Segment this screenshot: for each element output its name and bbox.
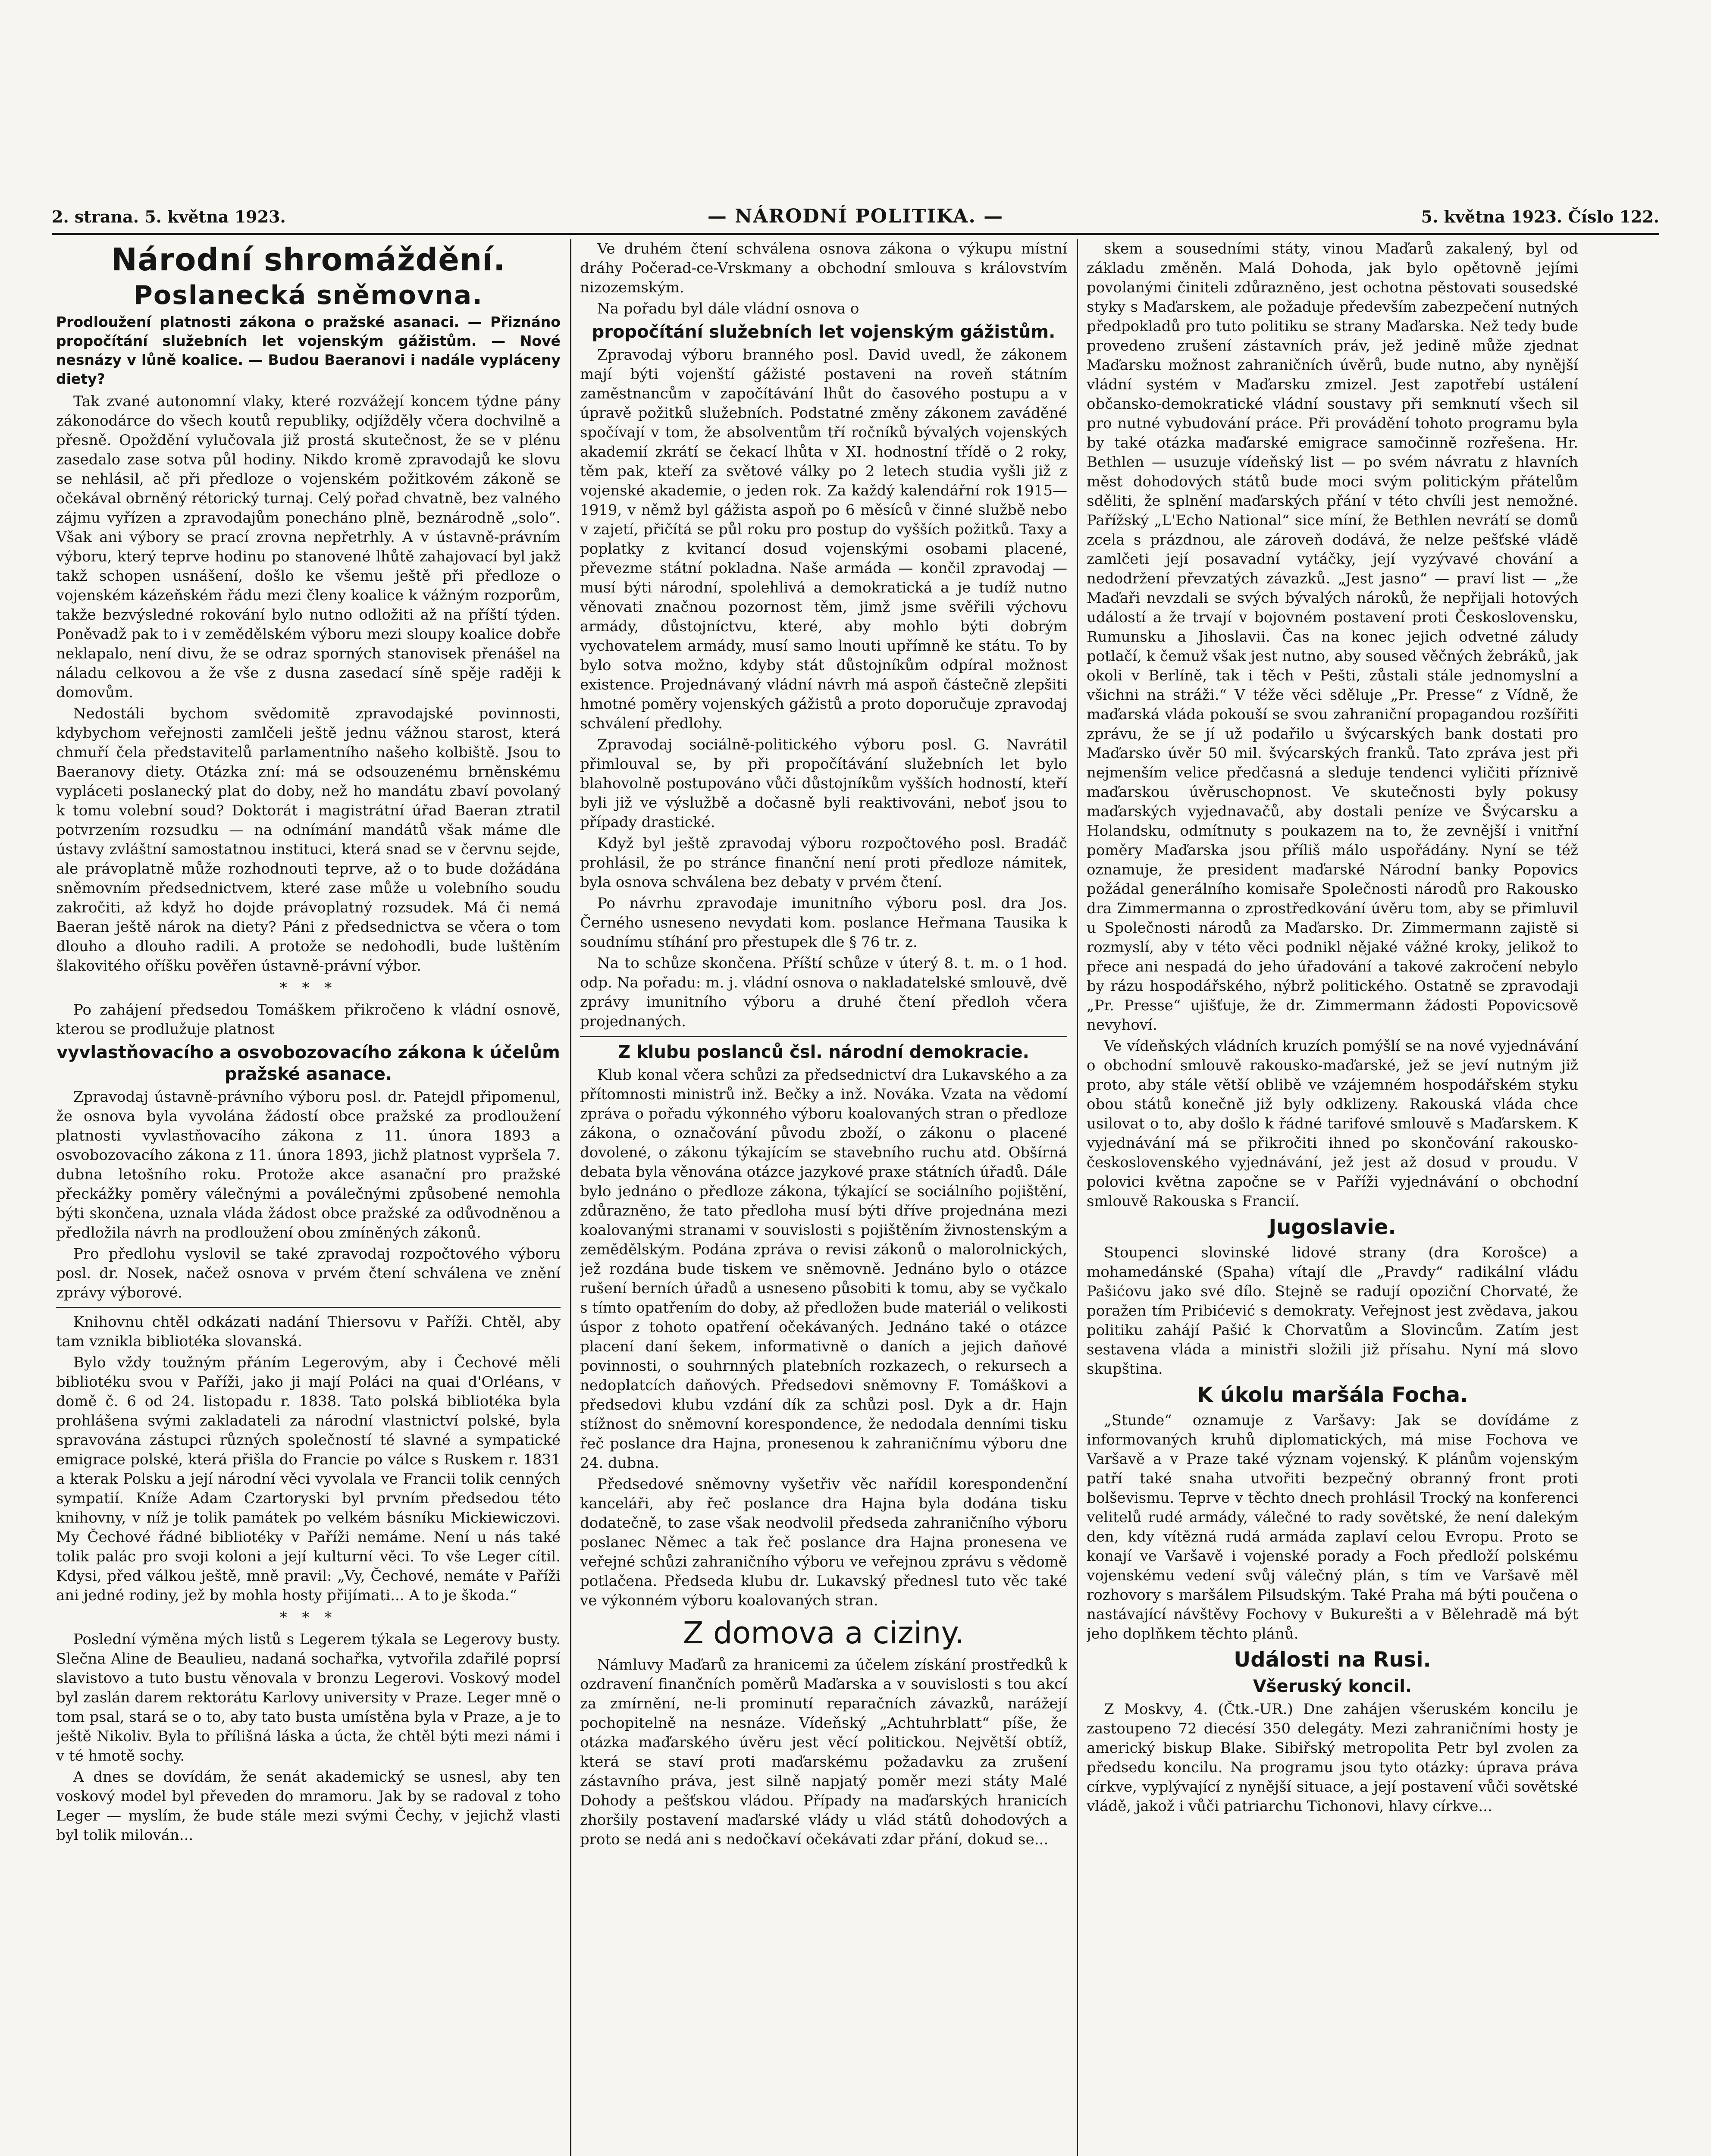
section-heading: K úkolu maršála Focha. — [1197, 1383, 1468, 1407]
section-heading: Jugoslavie. — [1269, 1215, 1396, 1239]
section-separator: * * * — [279, 979, 337, 997]
paragraph: Když byl ještě zpravodaj výboru rozpočtového posl. Bradáč prohlásil, že po stránce finanční není proti předloze námitek, byla osnova schválena bez debaty v prvém čtení. — [580, 835, 1067, 891]
article-title: Národní shromáždění. — [111, 241, 506, 278]
column-divider — [1077, 239, 1078, 2156]
newspaper-masthead: — NÁRODNÍ POLITIKA. — — [707, 205, 1004, 227]
column-divider — [570, 239, 571, 2156]
section-heading: Z klubu poslanců čsl. národní demokracie. — [618, 1042, 1029, 1062]
section-heading: Události na Rusi. — [1234, 1648, 1431, 1672]
section-heading: vyvlastňovacího a osvobozovacího zákona k účelům pražské asanace. — [56, 1043, 560, 1084]
paragraph: Zpravodaj sociálně-politického výboru posl. G. Navrátil přimlouval se, by při propočítávání služebních let bylo blahovolně postupováno vůči důstojníkům vyšších hodností, kteří byli již ve výslužbě a dočasně byli reaktivováni, neboť jsou to případy drastické. — [580, 736, 1067, 831]
paragraph: Klub konal včera schůzi za předsednictví dra Lukavského a za přítomnosti ministrů inž. Bečky a inž. Nováka. Vzata na vědomí zpráva o pořadu výkonného výboru koalovaných stran o předloze zákona, o označování původu zboží, o zákonu o placené dovolené, o zákonu týkajícím se stavebního ruchu atd. Obšírná debata byla věnována otázce jazykové praxe státních úřadů. Dále bylo jednáno o předloze zákona, týkající se sociálního pojištění, zdůrazněno, že tato předloha musí býti dříve projednána mezi koalovanými stranami v souvislosti s pojištěním živnostenským a zemědělským. Podána zpráva o revisi zákonů o malorolnických, jež rozdána bude tiskem ve sněmovně. Jednáno bylo o otázce rušení berních úřadů a usneseno působiti k tomu, aby se vyčkalo s tímto opatřením do doby, až předložen bude materiál o velikosti úspor z tohoto opatření očekávaných. Jednáno také o otázce placení daní šekem, informativně o daních a jejich daňové povinnosti, o souhrnných platebních rozkazech, o rekursech a nedoplatcích daňových. Předsedovi sněmovny F. Tomáškovi a předsedovi klubu vzdání dík za schůzi posl. Dyk a dr. Hajn stížnost do sněmovní korespondence, že nedodala denními tisku řeč poslance dra Hajna, pronesenou k zahraničnímu výboru dne 24. dubna. — [580, 1066, 1067, 1472]
paragraph: Zpravodaj ústavně-právního výboru posl. dr. Patejdl připomenul, že osnova byla vyvolána žádostí obce pražské za prodloužení platnosti vyvlastňovacího zákona z 11. února 1893 a osvobozovacího zákona z 11. února 1893, jichž platnost vypršela 7. dubna letošního roku. Protože akce asanační pro pražské přeckážky poměry válečnými a poválečnými způsobené nemohla býti skončena, uznala vláda žádost obce pražské za odůvodněnou a předložila návrh na prodloužení obou zmíněných zákonů. — [56, 1088, 561, 1241]
section-heading: propočítání služebních let vojenským gážistům. — [592, 322, 1056, 342]
paragraph: Ve vídeňských vládních kruzích pomýšlí se na nové vyjednávání o obchodní smlouvě rakousko-maďarské, jež se jeví nutným již proto, aby stále větší oblibě ve vzájemném hospodářském styku obou států konečně již byly odklizeny. Rakouská vláda chce usilovat o to, aby došlo k řádné tarifové smlouvě s Maďarskem. K vyjednávání má se přikročiti ihned po skončování rakousko-československého vyjednávání, jež jest až dosud v proudu. V polovici května započne se v Paříži vyjednávání o obchodní smlouvě Rakouska s Francií. — [1087, 1037, 1578, 1210]
paragraph: Z Moskvy, 4. (Čtk.-UR.) Dne zahájen všeruském koncilu je zastoupeno 72 diecésí 350 delegáty. Mezi zahraničními hosty je americký biskup Blake. Sibiřský metropolita Petr byl zvolen za předsedu koncilu. Na programu jsou tyto otázky: úprava práva církve, vyplývající z nynější situace, a její postavení vůči sovětské vládě, jakož i vůči patriarchu Tichonovi, hlavy církve... — [1087, 1701, 1578, 1815]
paragraph: Po zahájení předsedou Tomáškem přikročeno k vládní osnově, kterou se prodlužuje platnost — [56, 1001, 561, 1038]
column-2 — [580, 239, 1067, 2156]
paragraph: Na pořadu byl dále vládní osnova o — [597, 300, 859, 317]
divider — [56, 1307, 561, 1308]
section-separator: * * * — [279, 1609, 337, 1626]
section-subheading: Všeruský koncil. — [1253, 1677, 1412, 1696]
section-heading: Z domova a ciziny. — [683, 1615, 965, 1651]
paragraph: „Stunde“ oznamuje z Varšavy: Jak se dovídáme z informovaných kruhů diplomatických, má mise Fochova ve Varšavě a v Praze také význam vojenský. K plánům vojenským patří také snaha utvořiti bezpečný obranný front proti bolševismu. Teprve v těchto dnech prohlásil Trocký na konferenci velitelů rudé armády, válečné to rady sovětské, že není dalekým den, kdy vítězná rudá armáda zaplaví celou Evropu. Proto se konají ve Varšavě i vojenské porady a Foch předloží polskému vojenskému vedení svůj válečný plán, s tím ve Varšavě měl rozhovory s maršálem Pilsudským. Také Praha má býti poučena o nastávající návštěvy Fochovy v Bukurešti a v Bělehradě má být jeho doplňkem těchto plánů. — [1087, 1412, 1578, 1642]
paragraph: Tak zvané autonomní vlaky, které rozvážejí koncem týdne pány zákonodárce do všech koutů republiky, odjížděly včera dochvilně a přesně. Opoždění vylučovala již prostá skutečnost, že se v plénu zasedalo zase sotva půl hodiny. Nikdo kromě zpravodajů ke slovu se nehlásil, ač při předloze o vojenském požitkovém zákoně se očekával obrněný rétorický turnaj. Celý pořad chvatně, bez valného zájmu vyřízen a zpravodajům ponecháno plně, beznárodně „solo“. Však ani výbory se prací zrovna nepřetrhly. A v ústavně-právním výboru, který teprve hodinu po stanovené lhůtě zahajovací byl jakž takž schopen usnášení, došlo ke všemu ještě při předloze o vojenském kázeňském řádu mezi členy koalice k vážným rozporům, takže bezvýsledné rokování bylo nutno odložiti až na příští týden. Poněvadž pak to i v zemědělském výboru mezi sloupy koalice dobře neklapalo, není divu, že se odraz sporných stanovisek přenášel na náladu celkovou a že vše z dusna zasedací síně spěje raději k domovům. — [56, 393, 561, 701]
page-header — [52, 203, 1659, 235]
header-page-date: 2. strana. 5. května 1923. — [52, 207, 286, 226]
paragraph: Nedostáli bychom svědomitě zpravodajské povinnosti, kdybychom veřejnosti zamlčeli ještě jednu vážnou starost, která chmuří čela představitelů parlamentního našeho kolbiště. Jsou to Baeranovy diety. Otázka zní: má se odsouzenému brněnskému vypláceti poslanecký plat do doby, než ho mandátu zbaví povolaný k tomu volební soud? Doktorát i magistrátní úřad Baeran ztratil potvrzením rozsudku — na odnímání mandátů však máme dle ústavy zvláštní samostatnou instituci, která snad se v červnu sejde, ale právoplatně může rozhodnouti teprve, až o to bude dožádána sněmovním předsednictvem, které zase může u volebního soudu zakročiti, až když ho dojde právoplatný rozsudek. Má či nemá Baeran ještě nárok na diety? Páni z předsednictva se včera o tom dlouho a dlouho radili. A protože se nedohodli, bude luštěním šlakovitého oříšku pověřen ústavně-právní výbor. — [56, 705, 561, 975]
paragraph: Poslední výměna mých listů s Legerem týkala se Legerovy busty. Slečna Aline de Beaulieu, nadaná sochařka, vytvořila zdařilé poprsí slavistovo a tuto bustu věnovala v bronzu Legerovi. Voskový model byl zaslán darem rektorátu Karlovy university v Praze. Leger mně o tom psal, stará se o to, aby tato busta umístěna byla v Praze, a je to ještě Nikoliv. Byla to přílišná láska a úcta, že chtěl býti mezi námi i v té hmotě sochy. — [56, 1631, 561, 1764]
paragraph: Pro předlohu vyslovil se také zpravodaj rozpočtového výboru posl. dr. Nosek, načež osnova v prvém čtení schválena ve znění zprávy výborové. — [56, 1245, 561, 1301]
paragraph: Předsedové sněmovny vyšetřiv věc nařídil korespondenční kanceláři, aby řeč poslance dra Hajna byla dodána tisku dodatečně, to zase však neodvolil předseda zahraničního výboru poslanec Němec a tak řeč poslance dra Hajna pronesena ve veřejné schůzi zahraničního výboru ve veřejnou zprávu s vědomě potlačena. Předseda klubu dr. Lukavský přednesl tuto věc také ve výkonném výboru koalovaných stran. — [580, 1476, 1067, 1609]
paragraph: Ve druhém čtení schválena osnova zákona o výkupu místní dráhy Počerad-ce-Vrskmany a obchodní smlouva s královstvím nizozemským. — [580, 240, 1067, 296]
column-1 — [56, 239, 561, 2156]
paragraph: Na to schůze skončena. Příští schůze v úterý 8. t. m. o 1 hod. odp. Na pořadu: m. j. vládní osnova o nakladatelské smlouvě, dvě zprávy imunitního výboru a druhé čtení předloh včera projednaných. — [580, 955, 1067, 1030]
header-issue-number: 5. května 1923. Číslo 122. — [1421, 207, 1659, 226]
paragraph: Námluvy Maďarů za hranicemi za účelem získání prostředků k ozdravení finančních poměrů Maďarska a v souvislosti s tou akcí za zmírnění, ne-li prominutí reparačních závazků, narážejí pochopitelně na nesnáze. Vídeňský „Achtuhrblatt“ píše, že otázka maďarského úvěru jest věcí politickou. Největší obtíž, která se staví proti maďarskému požadavku za zrušení zástavního práva, jest silně napjatý poměr mezi státy Malé Dohody a pešťskou vládou. Případy na maďarských hranicích zhoršily postavení maďarské vlády u vlád států dohodových a proto se nedá ani s nedočkaví očekávati zdar přání, dokud se... — [580, 1656, 1067, 1848]
paragraph: Stoupenci slovinské lidové strany (dra Korošce) a mohamedánské (Spaha) vítají dle „Pravdy“ radikální vládu Pašićovu jako své dílo. Stejně se radují opoziční Chorvaté, že poražen tím Pribićević s demokraty. Veřejnost jest zvědava, jakou politiku zahájí Pašić k Chorvatům a Slovincům. Zatím jest sestavena vláda a ministři složili již přísahu. Nyní má slovo skupština. — [1087, 1244, 1578, 1378]
paragraph: A dnes se dovídám, že senát akademický se usnesl, aby ten voskový model byl převeden do mramoru. Jak by se radoval z toho Leger — myslím, že bude stále mezi svými Čechy, v jejichž vlasti byl tolik milován... — [56, 1768, 561, 1844]
article-subtitle: Poslanecká sněmovna. — [133, 280, 483, 310]
paragraph: skem a sousedními státy, vinou Maďarů zakalený, byl od základu změněn. Malá Dohoda, jak bylo opětovně jejími povolanými činiteli zdůrazněno, jest ochotna pěstovati sousedské styky s Maďarskem, ale požaduje především zabezpečení nutných předpokladů pro tuto politiku se strany Maďarska. Než tedy bude provedeno zrušení zástavních práv, jež jedině může zjednat Maďarsku možnost zahraničních úvěrů, bude nutno, aby nynější vládní systém v Maďarsku zmizel. Jest zapotřebí ustálení občansko-demokratické vládní soustavy při semknutí všech sil pro nutné vybudování práce. Při provádění tohoto programu byla by také otázka maďarské emigrace samočinně rozřešena. Hr. Bethlen — usuzuje vídeňský list — po svém návratu z hlavních měst dohodových států bude moci svým politickým přátelům sděliti, že splnění maďarských přání v této chvíli jest nemožné. Pařížský „L'Echo National“ sice míní, že Bethlen nevrátí se domů zcela s prázdnou, ale zároveň dodává, že nelze pešťské vládě zamlčeti její posavadní vytáčky, její vyzývavé chování a nedodržení převzatých závazků. „Jest jasno“ — praví list — „že Maďaři nevzdali se svých bývalých nároků, že nepřijali hotových událostí a že trvají v bojovném postavení proti Československu, Rumunsku a Jihoslavii. Čas na konec jejich odvetné záludy potlačí, k čemuž však jest nutno, aby soused věčných žebráků, jak okoli v Berlíně, tak i těch v Pešti, zůstali stále jednomyslní a všichni na stráži.“ V téže věci sděluje „Pr. Presse“ z Vídně, že maďarská vláda pokouší se svou zahraniční propagandou rozšířiti zprávu, že se jí už podařilo u švýcarských bank dostati pro Maďarsko úvěr 50 mil. švýcarských franků. Tato zpráva jest při nejmenším velice předčasná a sleduje tendenci vyličiti příznivě maďarskou úvěruschopnost. Ve skutečnosti byly pokusy maďarských vyjednavačů, aby dostali peníze ve Švýcarsku a Holandsku, odmítnuty s poukazem na to, že zevnější i vnitřní poměry Maďarska jsou příliš málo uspořádány. Nyní se též oznamuje, že president maďarské Národní banky Popovics požádal generálního komisaře Společnosti národů pro Rakousko dra Zimmermanna o zprostředkování úvěru tom, aby se přimluvil u Společnosti národů za Maďarsko. Dr. Zimmermann zajistě si rozmyslí, aby v této věci podnikl nějaké vážné kroky, jelikož to přece ani nespadá do jeho úřadování a takové zakročení nebylo by rázu hospodářského, nýbrž politického. Ostatně se zpravodaji „Pr. Presse“ ujišťuje, že dr. Zimmermann žádosti Popovicsově nevyhoví. — [1087, 240, 1578, 1034]
paragraph: Knihovnu chtěl odkázati nadání Thiersovu v Paříži. Chtěl, aby tam vznikla bibliotéka slovanská. — [56, 1313, 561, 1350]
divider — [580, 1036, 1067, 1037]
paragraph: Po návrhu zpravodaje imunitního výboru posl. dra Jos. Černého usneseno nevydati kom. poslance Heřmana Tausika k soudnímu stíhání pro přestupek dle § 76 tr. z. — [580, 895, 1067, 951]
column-3 — [1087, 239, 1578, 2156]
article-deck: Prodloužení platnosti zákona o pražské asanaci. — Přiznáno propočítání služebních let vojenským gážistům. — Nové nesnázy v lůně koalice. — Budou Baeranovi i nadále vypláceny diety? — [56, 313, 561, 387]
paragraph: Zpravodaj výboru branného posl. David uvedl, že zákonem mají býti vojenští gážisté postaveni na roveň státním zaměstnancům v započítávání lhůt do časového postupu a v úpravě požitků služebních. Podstatné změny zákonem zaváděné spočívají v tom, že absolventům tří ročníků bývalých vojenských akademií zkrátí se čekací lhůta v XI. hodnostní třídě o 2 roky, těm pak, kteří za světové války po 2 letech studia vyšli již z vojenské akademie, o jeden rok. Za každý kalendářní rok 1915—1919, v němž byl gážista aspoň po 6 měsíců v činné službě nebo v zajetí, přičítá se půl roku pro postup do vyšších požitků. Taxy a poplatky z kvitancí dosud vojenskými osobami placené, převezme státní pokladna. Naše armáda — končil zpravodaj — musí býti národní, spolehlivá a demokratická a je tudíž nutno věnovati značnou pozornost těm, jimž jsme svěřili výchovu armády, důstojníctvu, které, aby mohlo býti dobrým vychovatelem armády, musí samo lnouti upřímně ke státu. To by bylo sotva možno, kdyby stát důstojníkům odpíral možnost existence. Projednávaný vládní návrh má aspoň částečně zlepšiti hmotné poměry vojenských gážistů a proto doporučuje zpravodaj schválení předlohy. — [580, 346, 1067, 732]
paragraph: Bylo vždy toužným přáním Legerovým, aby i Čechové měli bibliotéku svou v Paříži, jako ji mají Poláci na quai d'Orléans, v domě č. 6 od 24. listopadu r. 1838. Tato polská bibliotéka byla prohlášena svými zakladateli za národní vlastnictví polské, byla spravována zástupci různých společností té slavné a sympatické emigrace polské, která přišla do Francie po válce s Ruskem r. 1831 a kterak Polsku a její národní věci vyvolala ve Francii tolik cenných sympatií. Kníže Adam Czartoryski byl prvním předsedou této knihovny, v níž je tolik památek po velkém básníku Mickiewiczovi. My Čechové řádné bibliotéky v Paříži nemáme. Není u nás také tolik palác pro svoji koloni a její kulturní věci. To vše Leger cítil. Kdysi, před válkou ještě, mně pravil: „Vy, Čechové, nemáte v Paříži ani jedné rodiny, jež by mohla hosty přijímati... A to je škoda.“ — [56, 1354, 561, 1604]
